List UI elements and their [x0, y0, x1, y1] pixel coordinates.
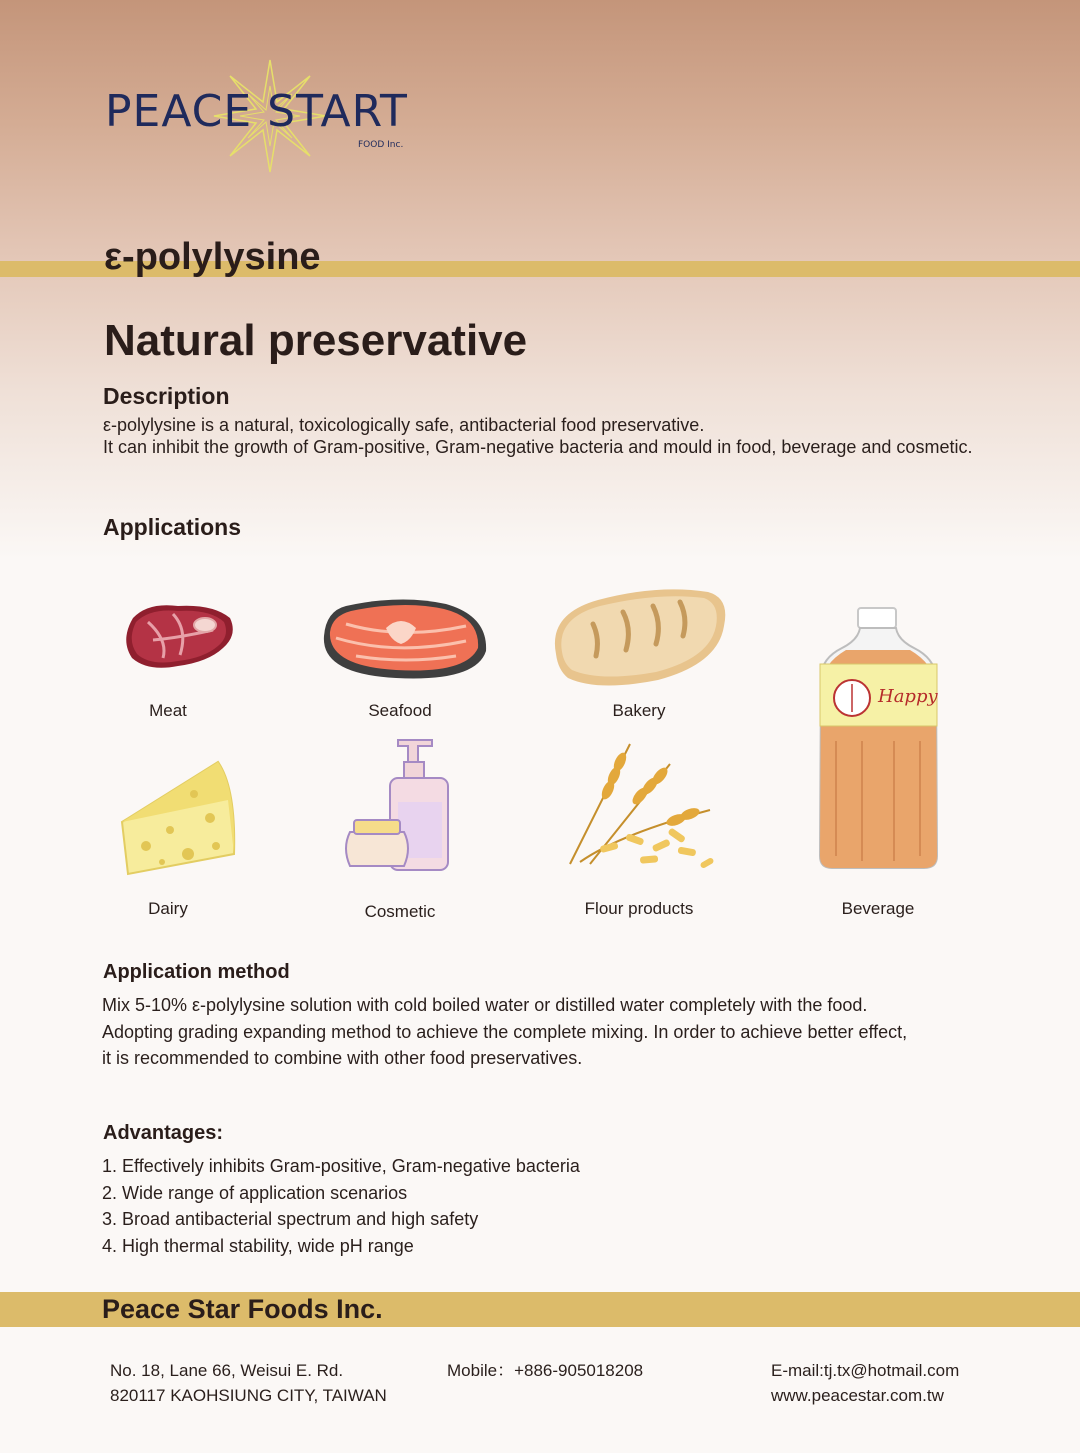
applications-heading: Applications — [103, 514, 242, 540]
advantage-item: 3. Broad antibacterial spectrum and high safety — [102, 1209, 479, 1229]
application-label-dairy: Dairy — [148, 899, 188, 918]
meat-icon — [118, 600, 238, 675]
advantage-item: 1. Effectively inhibits Gram-positive, Gram-negative bacteria — [102, 1156, 580, 1176]
cosmetic-bottles-icon — [340, 736, 455, 876]
description-line: It can inhibit the growth of Gram-positive, Gram-negative bacteria and mould in food, beverage and cosmetic. — [103, 437, 973, 457]
advantages-list — [102, 1153, 580, 1259]
bread-icon — [548, 584, 730, 690]
advantages-heading: Advantages: — [103, 1122, 224, 1144]
footer-website-link[interactable]: www.peacestar.com.tw — [771, 1386, 944, 1405]
address-line: No. 18, Lane 66, Weisui E. Rd. — [110, 1361, 344, 1380]
application-label-beverage: Beverage — [841, 899, 915, 918]
product-name: ε-polylysine — [104, 236, 321, 278]
company-name: Peace Star Foods Inc. — [102, 1294, 383, 1324]
application-label-cosmetic: Cosmetic — [364, 902, 436, 921]
description-heading: Description — [103, 383, 230, 409]
application-label-seafood: Seafood — [368, 701, 432, 720]
salmon-steak-icon — [316, 596, 491, 686]
application-method-text — [102, 992, 907, 1072]
footer-address — [110, 1358, 387, 1408]
cheese-icon — [118, 758, 240, 878]
description-text — [103, 414, 972, 458]
advantage-item: 2. Wide range of application scenarios — [102, 1182, 408, 1203]
company-logo — [100, 58, 420, 178]
method-line: it is recommended to combine with other food preservatives. — [102, 1048, 583, 1068]
method-line: Mix 5-10% ε-polylysine solution with cold boiled water or distilled water completely with the food. — [102, 995, 868, 1015]
application-label-meat: Meat — [149, 701, 187, 720]
address-line: 820117 KAOHSIUNG CITY, TAIWAN — [110, 1386, 387, 1405]
description-line: ε-polylysine is a natural, toxicologically safe, antibacterial food preservative. — [103, 415, 705, 435]
wheat-pasta-icon — [560, 724, 720, 876]
advantage-item: 4. High thermal stability, wide pH range — [102, 1235, 414, 1256]
footer-mobile: Mobile：+886-905018208 — [447, 1361, 644, 1380]
application-method-heading: Application method — [103, 961, 290, 983]
application-label-bakery: Bakery — [612, 701, 666, 720]
page-title: Natural preservative — [104, 316, 528, 365]
bottle-label-text: Happy — [878, 686, 938, 707]
logo-subtitle: FOOD Inc. — [358, 140, 404, 150]
footer-contact — [771, 1358, 959, 1408]
application-label-flour-products: Flour products — [584, 899, 694, 918]
logo-wordmark: PEACE START — [105, 86, 408, 137]
footer-email-link[interactable]: E-mail:tj.tx@hotmail.com — [771, 1361, 960, 1380]
method-line: Adopting grading expanding method to achieve the complete mixing. In order to achieve better effect, — [102, 1021, 908, 1042]
juice-bottle-icon — [816, 606, 940, 874]
